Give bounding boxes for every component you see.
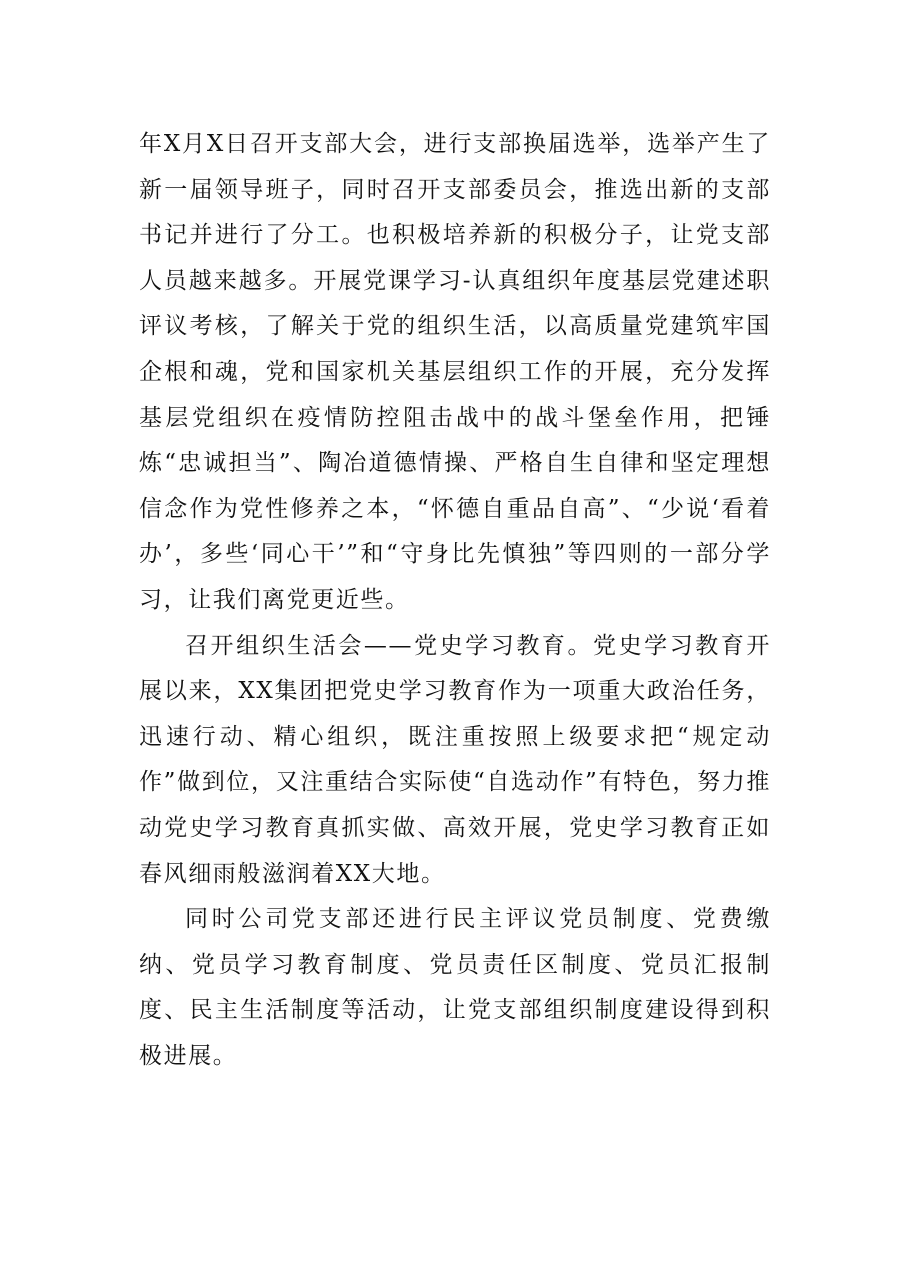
document-body [139, 122, 771, 1079]
paragraph-continued: 年X月X日召开支部大会，进行支部换届选举，选举产生了新一届领导班子，同时召开支部委员会，推选出新的支部书记并进行了分工。也积极培养新的积极分子，让党支部人员越来越多。开展党课学习-认真组织年度基层党建述职评议考核，了解关于党的组织生活，以高质量党建筑牢国企根和魂，党和国家机关基层组织工作的开展，充分发挥基层党组织在疫情防控阻击战中的战斗堡垒作用，把锤炼“忠诚担当”、陶冶道德情操、严格自生自律和坚定理想信念作为党性修养之本，“怀德自重品自高”、“少说‘看着办’，多些‘同心干’”和“守身比先慎独”等四则的一部分学习，让我们离党更近些。 [139, 131, 771, 613]
paragraph-branch-systems: 同时公司党支部还进行民主评议党员制度、党费缴纳、党员学习教育制度、党员责任区制度、党员汇报制度、民主生活制度等活动，让党支部组织制度建设得到积极进展。 [139, 906, 771, 1069]
paragraph-party-history-education: 召开组织生活会——党史学习教育。党史学习教育开展以来，XX集团把党史学习教育作为一项重大政治任务，迅速行动、精心组织，既注重按照上级要求把“规定动作”做到位，又注重结合实际使“自选动作”有特色，努力推动党史学习教育真抓实做、高效开展，党史学习教育正如春风细雨般滋润着XX大地。 [139, 632, 771, 887]
